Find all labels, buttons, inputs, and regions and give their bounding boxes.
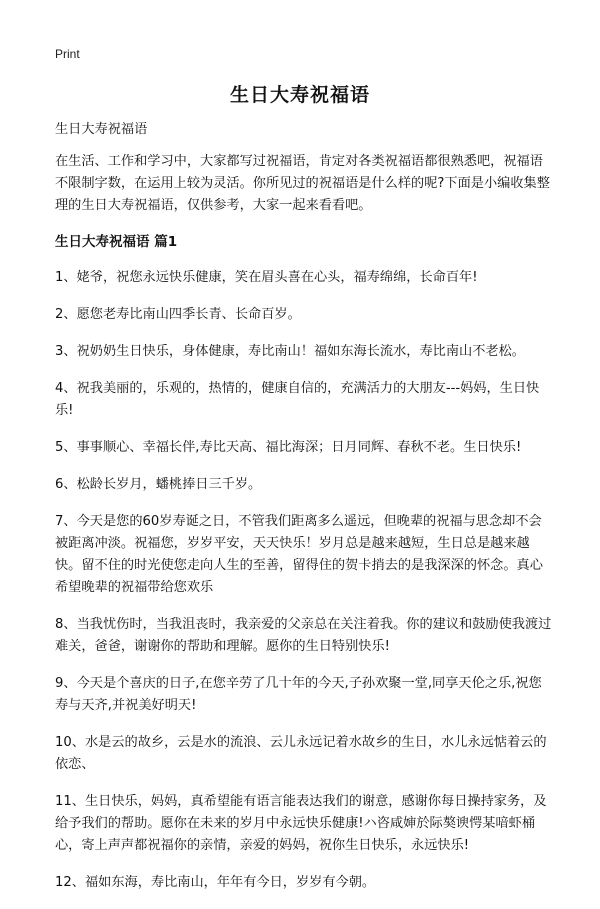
wish-item: 1、姥爷，祝您永远快乐健康，笑在眉头喜在心头，福寿绵绵，长命百年! <box>55 270 478 285</box>
wish-item: 6、松龄长岁月，蟠桃捧日三千岁。 <box>55 477 262 492</box>
wish-item: 5、事事顺心、幸福长伴,寿比天高、福比海深；日月同辉、春秋不老。生日快乐! <box>55 440 522 455</box>
page-title: 生日大寿祝福语 <box>229 84 370 106</box>
wish-item: 2、愿您老寿比南山四季长青、长命百岁。 <box>55 307 301 322</box>
wish-item: 11、生日快乐，妈妈，真希望能有语言能表达我们的谢意，感谢你每日操持家务，及给予我们的帮助。愿你在未来的岁月中永远快乐健康!ハ咨咸婶於际獒谀愕某喑虾桶心，寄上声声都祝福你的亲情，亲爱的妈妈，祝你生日快乐，永远快乐! <box>55 794 547 853</box>
wish-item: 10、水是云的故乡，云是水的流浪、云儿永远记着水故乡的生日，水儿永远惦着云的依恋、 <box>55 735 547 772</box>
doc-subtitle: 生日大寿祝福语 <box>55 122 148 137</box>
wish-item: 9、今天是个喜庆的日子,在您辛劳了几十年的今天,子孙欢聚一堂,同享天伦之乐,祝您寿与天齐,并祝美好明天! <box>55 676 542 713</box>
wish-item: 3、祝奶奶生日快乐，身体健康，寿比南山！福如东海长流水，寿比南山不老松。 <box>55 344 525 359</box>
intro-paragraph: 在生活、工作和学习中，大家都写过祝福语，肯定对各类祝福语都很熟悉吧，祝福语不限制字数，在运用上较为灵活。你所见过的祝福语是什么样的呢?下面是小编收集整理的生日大寿祝福语，仅供参考，大家一起来看看吧。 <box>55 154 550 213</box>
section-heading: 生日大寿祝福语 篇1 <box>55 234 178 250</box>
wish-item: 4、祝我美丽的，乐观的，热情的，健康自信的，充满活力的大朋友---妈妈，生日快乐! <box>55 381 540 418</box>
print-link[interactable]: Print <box>55 47 80 61</box>
wish-item: 12、福如东海，寿比南山，年年有今日，岁岁有今朝。 <box>55 875 376 890</box>
wish-item: 8、当我忧伤时，当我沮丧时，我亲爱的父亲总在关注着我。你的建议和鼓励使我渡过难关，爸爸，谢谢你的帮助和理解。愿你的生日特别快乐! <box>55 617 552 654</box>
document-body <box>55 119 552 909</box>
wish-item: 7、今天是您的60岁寿诞之日，不管我们距离多么遥远，但晚辈的祝福与思念却不会被距离冲淡。祝福您，岁岁平安，天天快乐！岁月总是越来越短，生日总是越来越快。留不住的时光使您走向人生的至善，留得住的贺卡捎去的是我深深的怀念。真心希望晚辈的祝福带给您欢乐 <box>55 514 543 595</box>
